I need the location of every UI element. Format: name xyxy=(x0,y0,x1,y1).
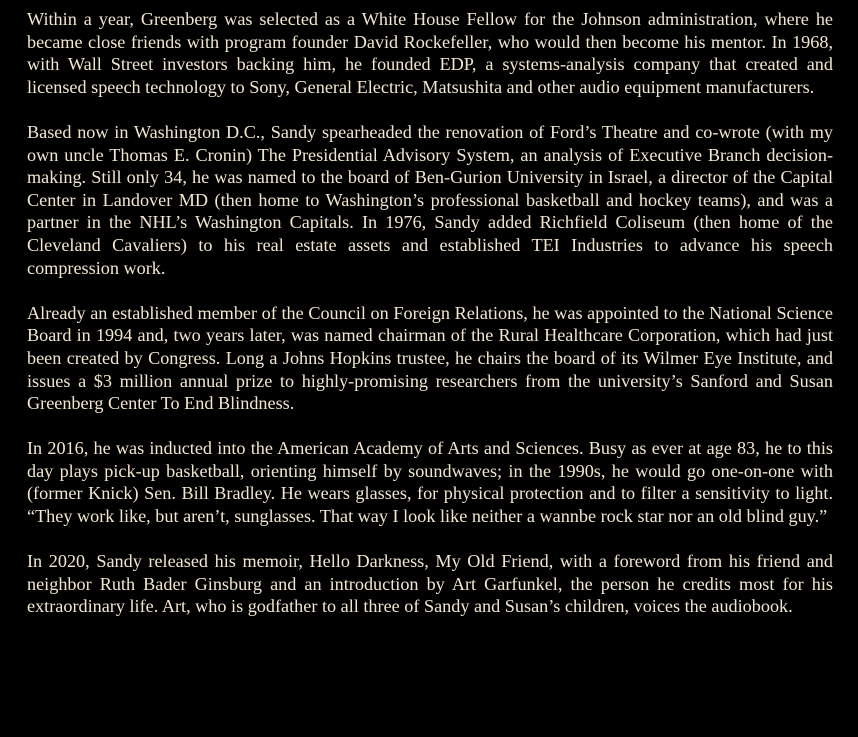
paragraph-text: . xyxy=(289,393,295,414)
paragraph-washington xyxy=(27,121,833,279)
paragraph-text: , an analysis of Executive Branch decision-making. Still only 34, he was named to the board of Ben-Gurion University in Israel, a director of the Capital Center in Landover MD (then home to Washington’s professional basketball and hockey teams), and was a partner in the NHL’s Washington Capitals. In 1976, Sandy added Richfield Coliseum (then home of the Cleveland Cavaliers) to his real estate assets and established TEI Industries to advance his speech compression work. xyxy=(27,144,833,278)
paragraph-text: In 2020, Sandy released his memoir, xyxy=(27,551,310,572)
quote-sunglasses: “They work like, but aren’t, sunglasses. That way I look like neither a wannbe rock star nor an old blind guy.” xyxy=(27,506,828,527)
paragraph-text: Already an established member of the Council on Foreign Relations, he was appointed to the National Science Board in 1994 and, two years later, was named chairman of the Rural Healthcare Corporation, which had just been created by Congress. Long a Johns Hopkins trustee, he chairs the board of its Wilmer Eye Institute, and issues a $3 million annual prize to highly-promising researchers from the university’s xyxy=(27,302,833,391)
paragraph-text: , with a foreword from his friend and neighbor Ruth Bader Ginsburg and an introduction by Art Garfunkel, the person he credits most for his extraordinary life. Art, who is godfather to all three of Sandy and Susan’s children, voices the audiobook. xyxy=(27,551,833,617)
book-title-hello-darkness: Hello Darkness, My Old Friend xyxy=(309,551,549,572)
paragraph-national-science-board xyxy=(27,302,833,415)
paragraph-academy-of-arts xyxy=(27,437,833,527)
center-name-greenberg-center: Sanford and Susan Greenberg Center To End Blindness xyxy=(27,370,833,414)
paragraph-white-house-fellow xyxy=(27,8,833,98)
paragraph-text: Based now in Washington D.C., Sandy spearheaded the renovation of Ford’s Theatre and co-wrote (with my own uncle Thomas E. Cronin) xyxy=(27,121,833,165)
paragraph-text: Within a year, Greenberg was selected as a White House Fellow for the Johnson administration, where he became close friends with program founder David Rockefeller, who would then become his mentor. In 1968, with Wall Street investors backing him, he founded EDP, a systems-analysis company that created and licensed speech technology to Sony, General Electric, Matsushita and other audio equipment manufacturers. xyxy=(27,9,833,97)
paragraph-memoir xyxy=(27,550,833,618)
book-title-presidential-advisory-system: The Presidential Advisory System xyxy=(257,144,510,165)
paragraph-text: In 2016, he was inducted into the American Academy of Arts and Sciences. Busy as ever at age 83, he to this day plays pick-up basketball, orienting himself by soundwaves; in the 1990s, he would go one-on-one with (former Knick) Sen. Bill Bradley. He wears glasses, for physical protection and to filter a sensitivity to light. xyxy=(27,438,833,504)
